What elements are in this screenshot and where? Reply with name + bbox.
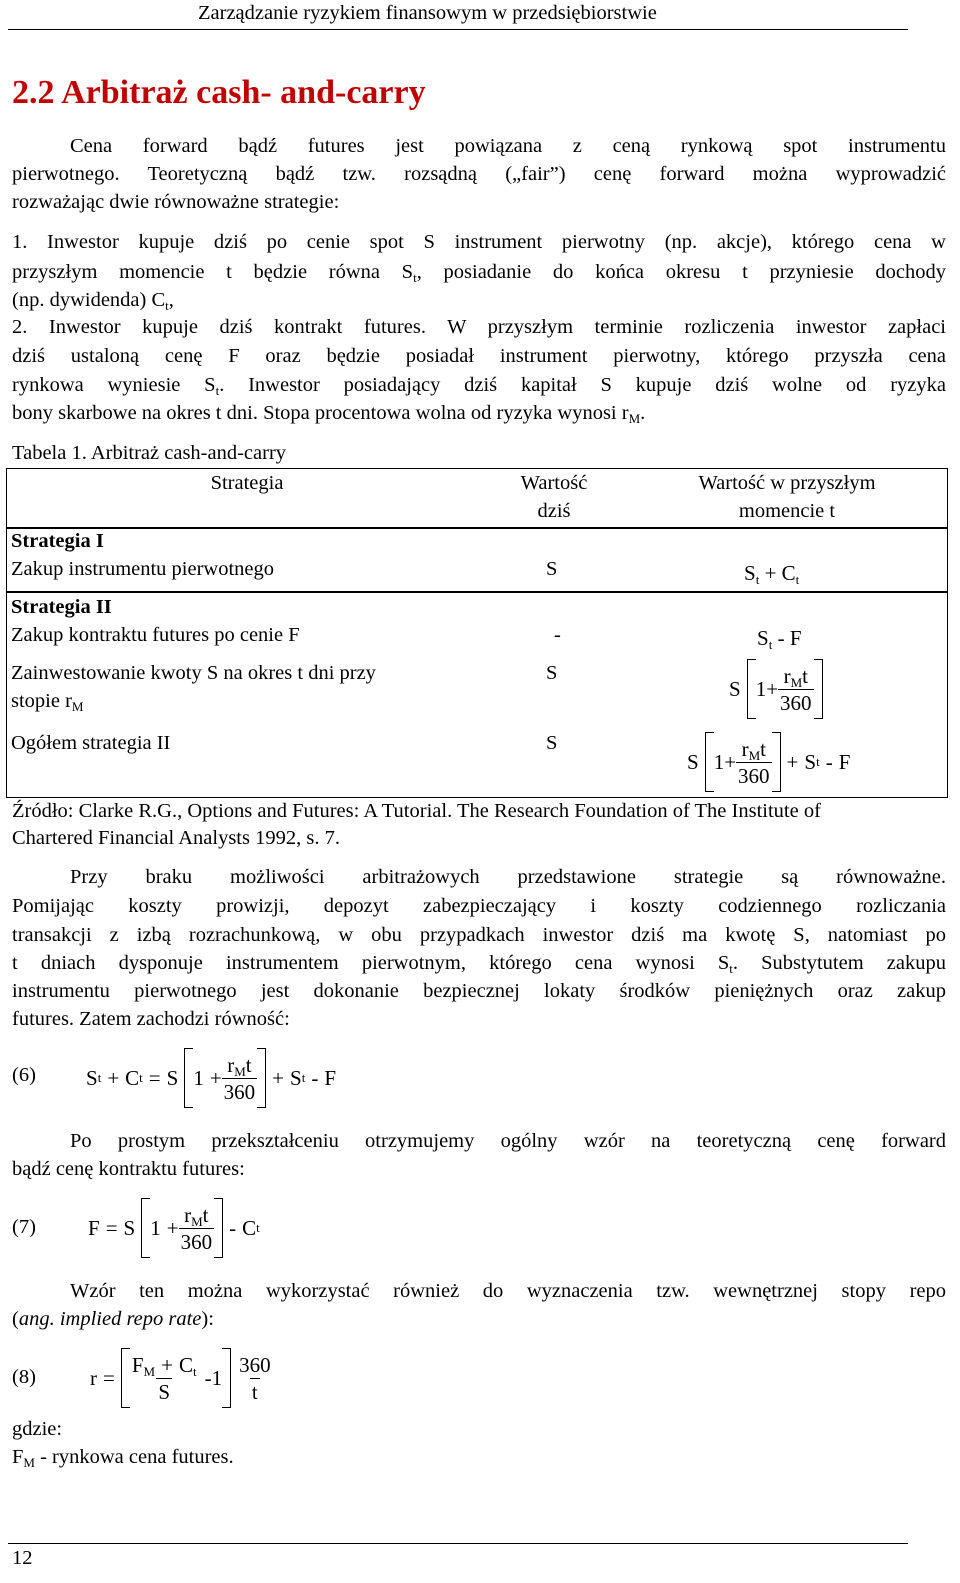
intro-line-3: rozważając dwie równoważne strategie:: [12, 191, 340, 213]
running-header: Zarządzanie ryzykiem finansowym w przedsiębiorstwie: [198, 2, 657, 24]
equation-7: F = S 1 + $\frac{r_Mt}{360}$ - C t: [88, 1198, 260, 1258]
row-2-future: $S_t$ - F: [757, 626, 802, 652]
para2-line-3: transakcji z izbą rozrachunkową, w obu przypadkach inwestor dziś ma kwotę S, natomiast po: [12, 924, 946, 946]
where-fm: $F_M$ - rynkowa cena futures.: [12, 1446, 234, 1470]
strategy-2-label: Strategia II: [11, 596, 112, 618]
footer-rule: [8, 1543, 908, 1544]
row-3-today: S: [546, 662, 558, 684]
equation-8-label: (8): [12, 1366, 36, 1388]
table-section-divider: [7, 591, 947, 593]
strategy-1-label: Strategia I: [11, 530, 104, 552]
arbitrage-table: [6, 468, 948, 798]
source-line-1: Źródło: Clarke R.G., Options and Futures: A Tutorial. The Research Foundation of The Institute of: [12, 800, 821, 822]
row-1-future: $S_t + C_t$: [744, 561, 800, 587]
header-rule: [8, 29, 908, 30]
list-item-1-line-2: przyszłym momencie t będzie równa $S_t$, posiadanie do końca okresu t przyniesie dochody: [12, 261, 946, 285]
row-1-today: S: [546, 558, 558, 580]
para3-line-1: Po prostym przekształceniu otrzymujemy ogólny wzór na teoretyczną cenę forward: [70, 1130, 946, 1152]
row-4-label: Ogółem strategia II: [11, 732, 171, 754]
row-4-future-formula: S 1 + $\frac{r_Mt}{360}$ + S t - F: [687, 732, 850, 792]
para2-line-4: t dniach dysponuje instrumentem pierwotnym, którego cena wynosi $S_t$. Substytutem zakupu: [12, 952, 946, 976]
row-3-future-formula: S 1 + $\frac{r_Mt}{360}$: [729, 659, 823, 719]
row-4-today: S: [546, 732, 558, 754]
list-item-1-line-1: 1. Inwestor kupuje dziś po cenie spot S instrument pierwotny (np. akcje), którego cena w: [12, 231, 946, 253]
list-item-2-line-3: rynkowa wyniesie $S_t$. Inwestor posiadający dziś kapitał S kupuje dziś wolne od ryzyka: [12, 374, 946, 398]
list-item-2-line-1: 2. Inwestor kupuje dziś kontrakt futures. W przyszłym terminie rozliczenia inwestor zapłaci: [12, 316, 946, 338]
page-number: 12: [12, 1547, 33, 1569]
intro-line-2: pierwotnego. Teoretyczną bądź tzw. rozsądną („fair”) cenę forward można wyprowadzić: [12, 163, 946, 185]
para2-line-6: futures. Zatem zachodzi równość:: [12, 1008, 290, 1030]
equation-7-label: (7): [12, 1216, 36, 1238]
para4-line-1: Wzór ten można wykorzystać również do wyznaczenia tzw. wewnętrznej stopy repo: [70, 1280, 946, 1302]
row-1-label: Zakup instrumentu pierwotnego: [11, 558, 275, 580]
row-2-today: -: [554, 624, 561, 646]
header-strategy: Strategia: [210, 472, 284, 494]
para4-line-2: (ang. implied repo rate):: [12, 1308, 214, 1330]
intro-line-1: Cena forward bądź futures jest powiązana z ceną rynkową spot instrumentu: [70, 135, 946, 157]
para3-line-2: bądź cenę kontraktu futures:: [12, 1158, 245, 1180]
header-today-1: Wartość: [520, 472, 588, 494]
para2-line-5: instrumentu pierwotnego jest dokonanie bezpiecznej lokaty środków pieniężnych oraz zakup: [12, 980, 946, 1002]
para2-line-2: Pomijając koszty prowizji, depozyt zabezpieczający i koszty codziennego rozliczania: [12, 895, 946, 917]
where-label: gdzie:: [12, 1418, 63, 1440]
header-future-2: momencie t: [738, 500, 836, 522]
list-item-1-line-3: (np. dywidenda) $C_t$,: [12, 289, 174, 313]
row-2-label: Zakup kontraktu futures po cenie F: [11, 624, 300, 646]
equation-8: r = $\frac{F_M + C_t}{S}$ - 1 $\frac{360}{t}$: [90, 1348, 273, 1408]
header-future-1: Wartość w przyszłym: [698, 472, 876, 494]
table-caption: Tabela 1. Arbitraż cash-and-carry: [12, 442, 287, 464]
para2-line-1: Przy braku możliwości arbitrażowych przedstawione strategie są równoważne.: [70, 866, 946, 888]
table-header-divider: [7, 527, 947, 529]
equation-6: S t + C t = S 1 + $\frac{r_Mt}{360}$ + S t - F: [86, 1048, 336, 1108]
header-today-2: dziś: [537, 500, 571, 522]
row-3-label-1: Zainwestowanie kwoty S na okres t dni przy: [11, 662, 376, 684]
list-item-2-line-2: dziś ustaloną cenę F oraz będzie posiadał instrument pierwotny, którego przyszła cena: [12, 345, 946, 367]
list-item-2-line-4: bony skarbowe na okres t dni. Stopa procentowa wolna od ryzyka wynosi $r_M$.: [12, 402, 646, 426]
equation-6-label: (6): [12, 1064, 36, 1086]
source-line-2: Chartered Financial Analysts 1992, s. 7.: [12, 827, 340, 849]
section-title: 2.2 Arbitraż cash- and-carry: [12, 74, 426, 111]
row-3-label-2: stopie $r_M$: [11, 690, 84, 714]
